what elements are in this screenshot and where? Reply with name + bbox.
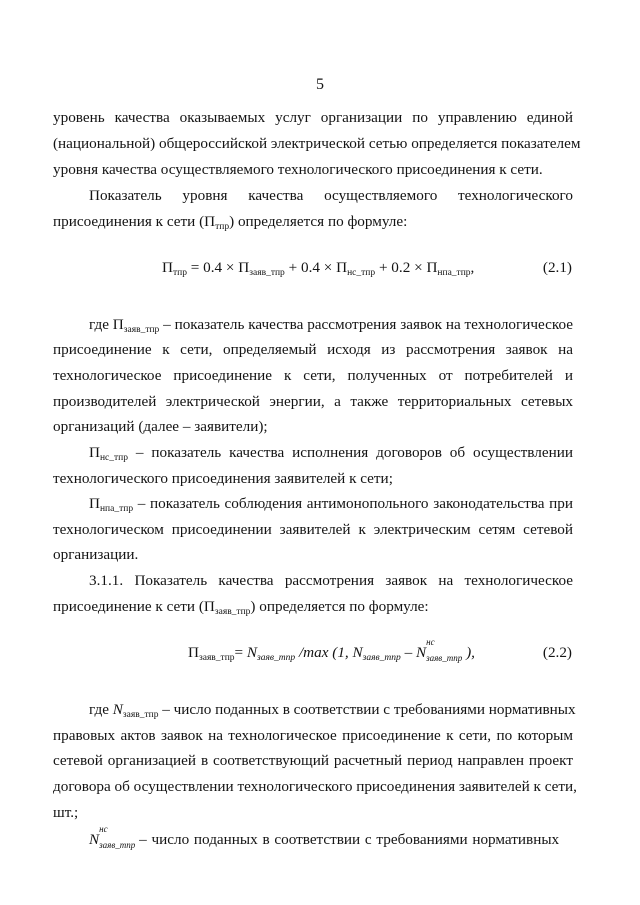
para1-line2: (национальной) общероссийской электрической сетью определяется показателем <box>53 135 581 152</box>
def4-line1: где $N_{заяв\_тпр}$ – число поданных в соответствии с требованиями нормативных <box>89 701 576 720</box>
def5-line1: N нс заяв_тпр – число поданных в соответствии с требованиями нормативных <box>89 824 560 850</box>
equation-number-2-1: (2.1) <box>542 259 572 276</box>
formula-2-1: $П_{тпр} = 0.4 \times П_{заяв\_тпр} + 0.4 \times П_{нс\_тпр} + 0.2 \times П_{нпа\_тпр}$, <box>162 259 475 278</box>
def1-line3: технологическое присоединение к сети, полученных от потребителей и <box>53 367 573 384</box>
equation-number-2-2: (2.2) <box>542 644 572 661</box>
def3-line2: технологическом присоединении заявителей к электрическим сетям сетевой <box>53 521 573 538</box>
para2-line2: присоединения к сети $(П_{тпр})$ определяется по формуле: <box>53 213 408 232</box>
def2-line2: технологического присоединения заявителей к сети; <box>53 470 393 487</box>
para1-line3: уровня качества осуществляемого технологического присоединения к сети. <box>53 161 543 178</box>
para2-line1: Показатель уровня качества осуществляемого технологического <box>89 187 573 204</box>
def3-line3: организации. <box>53 546 139 563</box>
def1-line1: где $П_{заяв\_тпр}$ – показатель качества рассмотрения заявок на технологическое <box>89 316 573 335</box>
def1-line2: присоединение к сети, определяемый исходя из рассмотрения заявок на <box>53 341 573 358</box>
def2-line1: $П_{нс\_тпр}$ – показатель качества исполнения договоров об осуществлении <box>89 444 573 463</box>
def4-line4: договора об осуществлении технологического присоединения заявителей к сети, <box>53 778 577 795</box>
para1-line1: уровень качества оказываемых услуг организации по управлению единой <box>53 109 573 126</box>
page-number: 5 <box>316 76 324 93</box>
para3-line1: 3.1.1. Показатель качества рассмотрения заявок на технологическое <box>89 572 573 589</box>
def1-line5: организаций (далее – заявители); <box>53 418 268 435</box>
para3-line2: присоединение к сети $(П_{заяв\_тпр})$ определяется по формуле: <box>53 598 429 617</box>
formula-2-2: $П_{заяв\_тпр}= N_{заяв\_тпр}$ /max (1, $N_{заяв\_тпр}$ – N нс заяв_тпр ), <box>188 637 475 663</box>
def4-line3: сетевой организацией в соответствующий расчетный период направлен проект <box>53 752 573 769</box>
def3-line1: $П_{нпа\_тпр}$ – показатель соблюдения антимонопольного законодательства при <box>89 495 573 514</box>
def4-line2: правовых актов заявок на технологическое присоединение к сети, по которым <box>53 727 573 744</box>
def4-line5: шт.; <box>53 804 79 821</box>
def1-line4: производителей электрической энергии, а также территориальных сетевых <box>53 393 573 410</box>
